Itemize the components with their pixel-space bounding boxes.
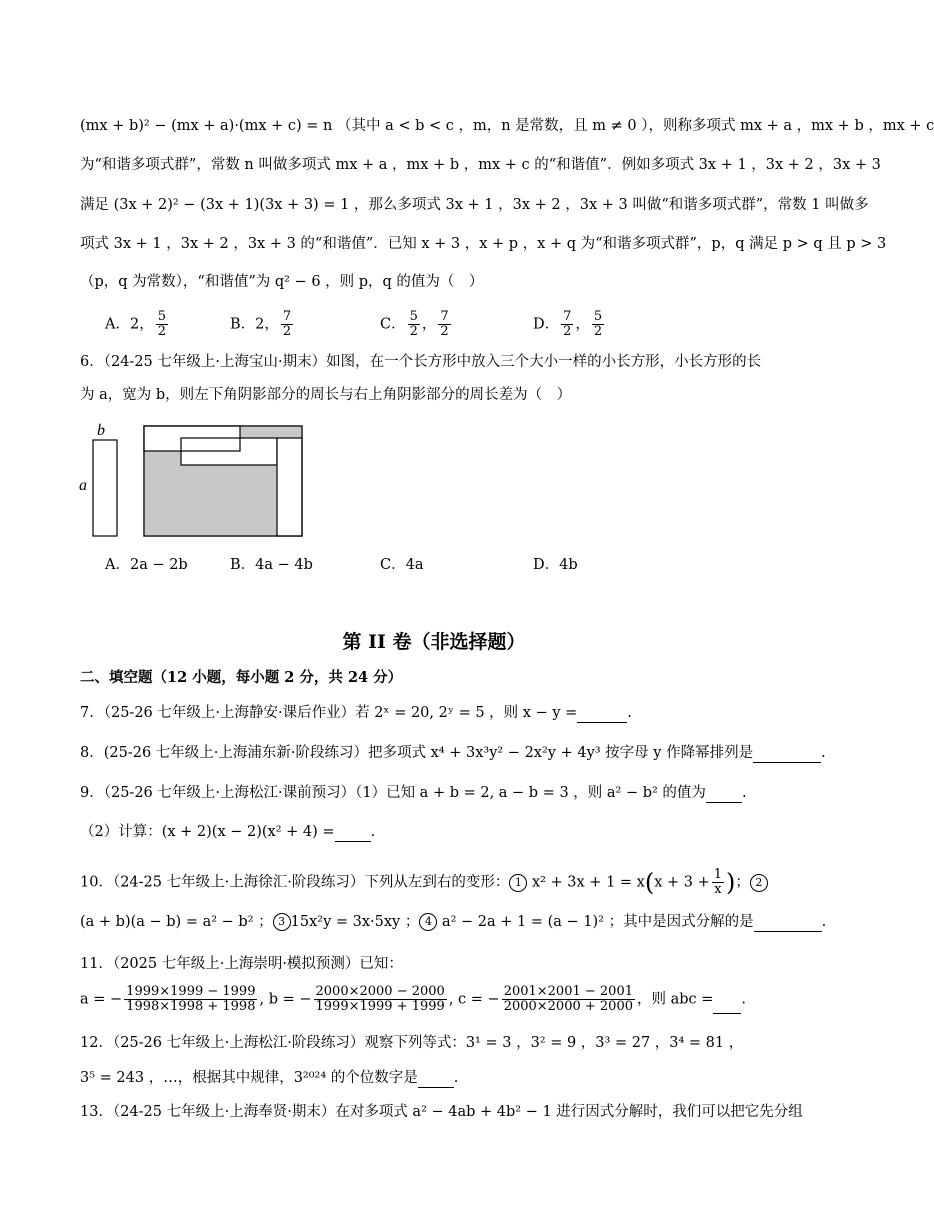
q6-line-2: 为 a，宽为 b，则左下角阴影部分的周长与右上角阴影部分的周长差为（ ）	[80, 387, 572, 403]
q8: 8．(25-26 七年级上·上海浦东新·阶段练习）把多项式 x⁴ + 3x³y² − 2x²y + 4y³ 按字母 y 作降幂排列是 .	[80, 745, 826, 761]
answer-blank[interactable]	[754, 915, 822, 932]
q5-line-4: 项式 3x + 1 ，3x + 2 ，3x + 3 的“和谐值”．已知 x + 3 ，x + p ，x + q 为“和谐多项式群”，p，q 满足 p > q 且 p > 3	[80, 236, 887, 252]
q5-option-a[interactable]: A．2， $\frac{5}{2}$	[105, 309, 166, 339]
q11-line-2: a = − $\frac{1999\times 1999 - 1999}{1998\times 1998 + 1998}$ , b = − $\frac{2000\times 2000 - 2000}{1999\times 1999 + 1999}$ , c = − $\frac{2001\times 2001 - 2001}{2000\times 2000 + 2000}$ ，则 abc = .	[80, 984, 747, 1014]
standalone-small-rectangle	[93, 440, 117, 536]
fraction: $\frac{5}{2}$	[157, 309, 166, 339]
fraction: $\frac{5}{2}$	[409, 309, 418, 339]
q12-line-1: 12．（25-26 七年级上·上海松江·阶段练习）观察下列等式：3¹ = 3 ，3² = 9 ，3³ = 27 ，3⁴ = 81 ，	[80, 1035, 744, 1051]
answer-blank[interactable]	[577, 706, 627, 723]
part2-heading: 二、填空题（12 小题，每小题 2 分，共 24 分）	[80, 669, 403, 686]
fraction-a: $\frac{1999\times 1999 - 1999}{1998\times 1998 + 1998}$	[126, 984, 256, 1014]
answer-blank[interactable]	[335, 825, 371, 842]
section-title: 第 II 卷（非选择题）	[342, 631, 526, 653]
q9-part-1: 9．（25-26 七年级上·上海松江·课前预习）（1）已知 a + b = 2, a − b = 3 ，则 a² − b² 的值为 .	[80, 785, 747, 801]
fraction-c: $\frac{2001\times 2001 - 2001}{2000\times 2000 + 2000}$	[503, 984, 633, 1014]
q7: 7．（25-26 七年级上·上海静安·课后作业）若 2ˣ = 20, 2ʸ = 5 ，则 x − y = .	[80, 705, 632, 721]
q6-option-b[interactable]: B．4a − 4b	[230, 557, 313, 573]
fraction: $\frac{7}{2}$	[282, 309, 292, 339]
answer-blank[interactable]	[713, 997, 741, 1014]
fraction: $\frac{1}{x}$	[713, 867, 723, 897]
q5-condition: （其中 a < b < c ，m，n 是常数，且 m ≠ 0 ），则称多项式 mx + a ，mx + b ，mx + c	[336, 118, 934, 134]
q6-option-d[interactable]: D．4b	[533, 557, 578, 573]
q6-line-1: 6．（24-25 七年级上·上海宝山·期末）如图，在一个长方形中放入三个大小一样的小长方形，小长方形的长	[80, 354, 762, 370]
rectangles-diagram	[75, 418, 315, 543]
q11-line-1: 11．（2025 七年级上·上海崇明·模拟预测）已知：	[80, 956, 403, 972]
q5-formula: (mx + b)² − (mx + a)·(mx + c) = n	[80, 118, 333, 134]
answer-blank[interactable]	[418, 1071, 454, 1088]
q5-line-3: 满足 (3x + 2)² − (3x + 1)(3x + 3) = 1 ，那么多项式 3x + 1 ，3x + 2 ，3x + 3 叫做“和谐多项式群”，常数 1 叫做多	[80, 197, 869, 213]
q5-line-2: 为“和谐多项式群”，常数 n 叫做多项式 mx + a ，mx + b ，mx + c 的“和谐值”．例如多项式 3x + 1 ，3x + 2 ，3x + 3	[80, 157, 881, 173]
shaded-top-right	[240, 426, 302, 438]
label-b: b	[97, 422, 105, 439]
q13-line-1: 13．（24-25 七年级上·上海奉贤·期末）在对多项式 a² − 4ab + 4b² − 1 进行因式分解时，我们可以把它先分组	[80, 1104, 803, 1120]
q9-part-2: （2）计算：(x + 2)(x − 2)(x² + 4) = .	[80, 824, 376, 840]
label-a: a	[79, 477, 87, 494]
q5-option-c[interactable]: C． $\frac{5}{2}$ ， $\frac{7}{2}$	[380, 309, 449, 339]
inner-rectangle-right	[277, 438, 302, 536]
circled-number-4: 4	[419, 913, 437, 931]
fraction: $\frac{7}{2}$	[563, 309, 572, 339]
q12-line-2: 3⁵ = 243 ，…，根据其中规律，3²⁰²⁴ 的个位数字是 .	[80, 1070, 459, 1086]
circled-number-2: 2	[750, 874, 768, 892]
q10-line-1: 10．（24-25 七年级上·上海徐汇·阶段练习）下列从左到右的变形： 1 x² + 3x + 1 = x(x + 3 + $\frac{1}{x}$ )； 2	[80, 868, 808, 897]
circled-number-3: 3	[273, 913, 291, 931]
fraction: $\frac{5}{2}$	[593, 309, 603, 339]
q5-line-1	[80, 116, 934, 136]
circled-number-1: 1	[509, 874, 527, 892]
q5-line-5: （p，q 为常数），“和谐值”为 q² − 6 ，则 p，q 的值为（ ）	[80, 274, 484, 290]
q6-option-c[interactable]: C．4a	[380, 557, 424, 573]
answer-blank[interactable]	[753, 746, 821, 763]
q5-option-b[interactable]: B．2， $\frac{7}{2}$	[230, 309, 292, 339]
fraction: $\frac{7}{2}$	[440, 309, 449, 339]
answer-blank[interactable]	[706, 786, 742, 803]
q5-option-d[interactable]: D． $\frac{7}{2}$ ， $\frac{5}{2}$	[533, 309, 603, 339]
q6-option-a[interactable]: A．2a − 2b	[105, 557, 188, 573]
q10-line-2: (a + b)(a − b) = a² − b² ； 3 15x²y = 3x·5xy ； 4 a² − 2a + 1 = (a − 1)² ；其中是因式分解的是 .	[80, 914, 827, 930]
q6-figure	[75, 418, 315, 543]
fraction-b: $\frac{2000\times 2000 - 2000}{1999\times 1999 + 1999}$	[315, 984, 445, 1014]
